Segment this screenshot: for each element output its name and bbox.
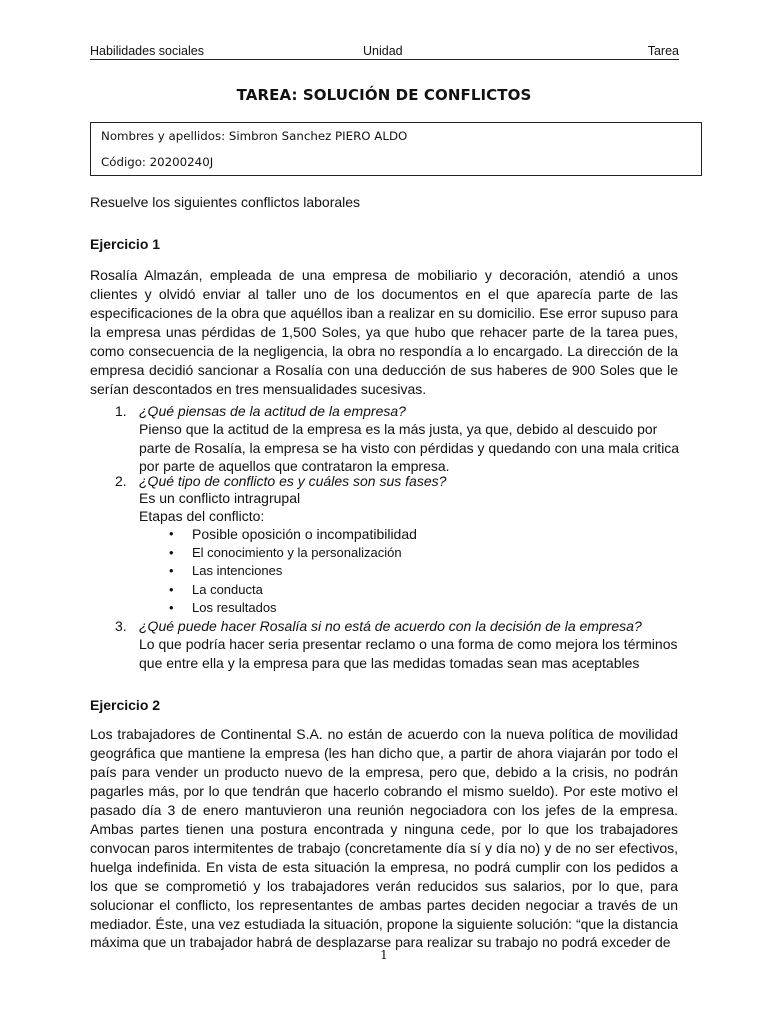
answer-1: Pienso que la actitud de la empresa es la más justa, ya que, debido al descuido por parte de Rosalía, la empresa se ha visto con pérdidas y quedando con una mala critica por parte de aquellos que contrataron la empresa. <box>139 421 680 475</box>
question-1-text: ¿Qué piensas de la actitud de la empresa? <box>139 403 406 419</box>
page-number: 1 <box>380 948 388 962</box>
student-name: Nombres y apellidos: Simbron Sanchez PIERO ALDO <box>101 129 408 143</box>
header-task: Tarea <box>647 44 679 58</box>
answer-2-conflict-type: Es un conflicto intragrupal <box>139 490 301 506</box>
bullet-icon: • <box>169 545 174 560</box>
page-header <box>90 44 679 60</box>
student-info-box <box>90 122 702 176</box>
header-unit: Unidad <box>363 44 403 58</box>
stage-item-text: Posible oposición o incompatibilidad <box>192 526 417 542</box>
question-2-text: ¿Qué tipo de conflicto es y cuáles son sus fases? <box>139 473 447 489</box>
stage-item-text: El conocimiento y la personalización <box>192 545 402 560</box>
stage-item-text: Los resultados <box>192 600 277 615</box>
exercise-1-heading: Ejercicio 1 <box>90 236 161 252</box>
exercise-2-heading: Ejercicio 2 <box>90 697 161 713</box>
exercise-1-paragraph: Rosalía Almazán, empleada de una empresa de mobiliario y decoración, atendió a unos clientes y olvidó enviar al taller uno de los documentos en el que aparecía parte de las especificaciones de la obra que aquéllos iban a realizar en su domicilio. Ese error supuso para la empresa unas pérdidas de 1,500 Soles, ya que hubo que rehacer parte de la tarea pues, como consecuencia de la negligencia, la obra no respondía a lo encargado. La dirección de la empresa decidió sancionar a Rosalía con una deducción de sus haberes de 900 Soles que le serían descontados en tres mensualidades sucesivas. <box>90 267 678 397</box>
header-subject: Habilidades sociales <box>90 44 204 58</box>
exercise-2-paragraph: Los trabajadores de Continental S.A. no están de acuerdo con la nueva política de movilidad geográfica que mantiene la empresa (les han dicho que, a partir de ahora viajarán por todo el país para vender un producto nuevo de la empresa, pero que, debido a la crisis, no podrán pagarles más, por lo que tendrán que hacerlo cobrando el mismo sueldo). Por este motivo el pasado día 3 de enero mantuvieron una reunión negociadora con los jefes de la empresa. Ambas partes tienen una postura encontrada y ninguna cede, por lo que los trabajadores convocan paros intermitentes de trabajo (concretamente día sí y día no) y de no ser efectivos, huelga indefinida. En vista de esta situación la empresa, no podrá cumplir con los pedidos a los que se comprometió y los trabajadores verán reducidos sus salarios, por lo que, para solucionar el conflicto, los representantes de ambas partes deciden negociar a través de un mediador. Éste, una vez estudiada la situación, propone la siguiente solución: “que la distancia máxima que un trabajador habrá de desplazarse para realizar su trabajo no podrá exceder de <box>90 726 678 951</box>
bullet-icon: • <box>169 582 174 597</box>
stage-item-text: Las intenciones <box>192 563 283 578</box>
student-code: Código: 20200240J <box>101 155 214 169</box>
question-1-number: 1. <box>115 403 127 419</box>
question-3-text: ¿Qué puede hacer Rosalía si no está de acuerdo con la decisión de la empresa? <box>139 618 642 634</box>
bullet-icon: • <box>169 526 174 541</box>
answer-2-stages-label: Etapas del conflicto: <box>139 508 265 524</box>
page-title: TAREA: SOLUCIÓN DE CONFLICTOS <box>236 86 532 104</box>
answer-3: Lo que podría hacer seria presentar reclamo o una forma de como mejora los términos que entre ella y la empresa para que las medidas tomadas sean mas aceptables <box>139 636 678 671</box>
stage-item-text: La conducta <box>192 582 263 597</box>
bullet-icon: • <box>169 563 174 578</box>
question-3-number: 3. <box>115 618 127 634</box>
bullet-icon: • <box>169 600 174 615</box>
question-2-number: 2. <box>115 473 127 489</box>
instructions-text: Resuelve los siguientes conflictos laborales <box>90 194 361 210</box>
